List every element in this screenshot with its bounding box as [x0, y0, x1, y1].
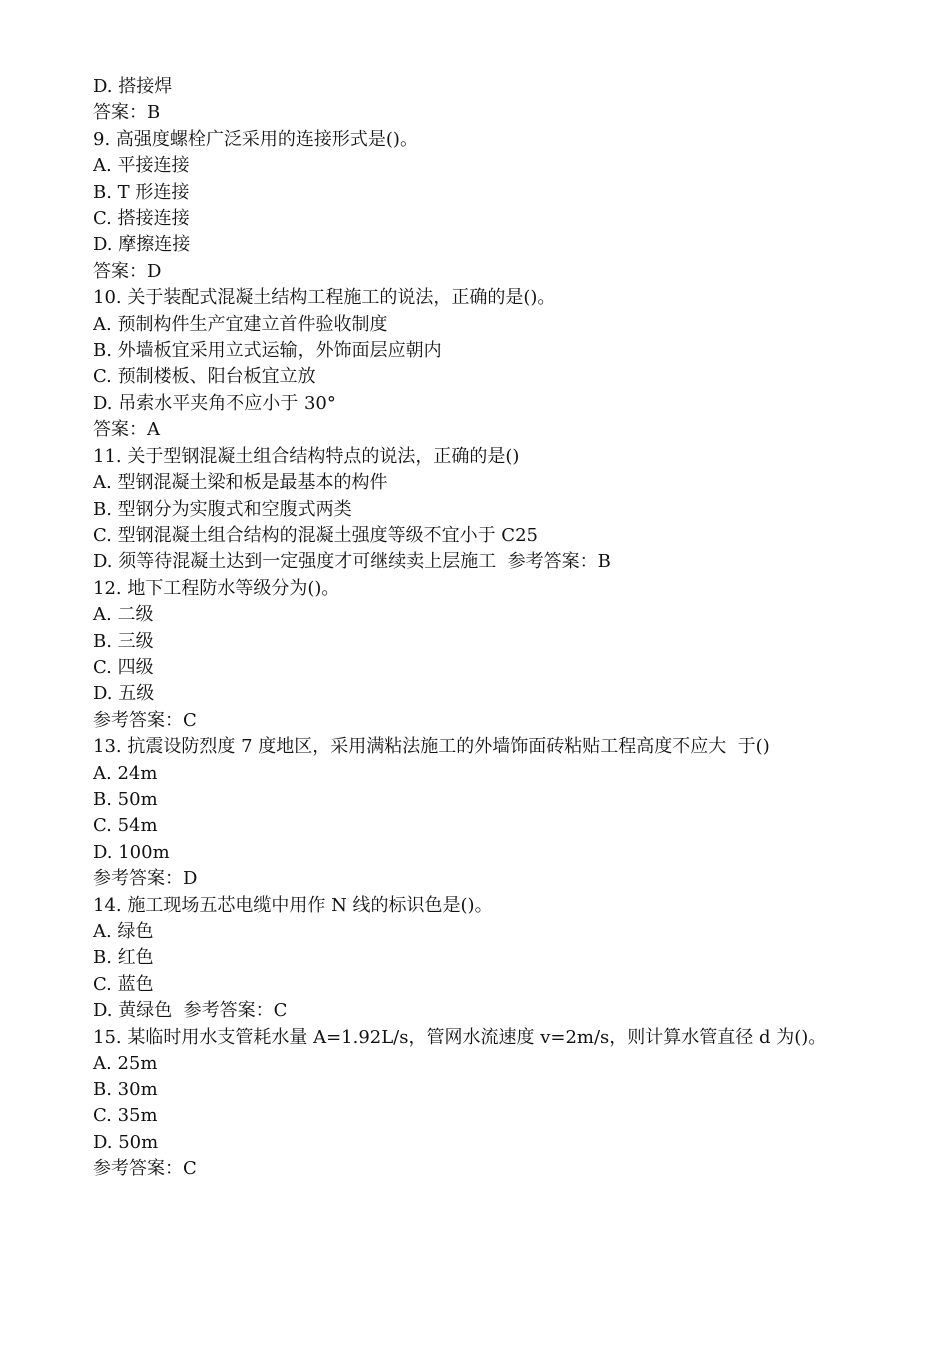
question-15: 15. 某临时用水支管耗水量 A=1.92L/s，管网水流速度 v=2m/s，则计算水管直径 d 为()。: [93, 1026, 827, 1048]
question-14: 14. 施工现场五芯电缆中用作 N 线的标识色是()。: [93, 894, 493, 916]
option-line: D. 搭接焊: [93, 76, 173, 97]
option-line: D. 须等待混凝土达到一定强度才可继续卖上层施工 参考答案：B: [93, 551, 611, 573]
option-line: B. 型钢分为实腹式和空腹式两类: [93, 498, 352, 520]
option-line: B. 外墙板宜采用立式运输，外饰面层应朝内: [93, 340, 442, 362]
option-line: B. 红色: [93, 947, 154, 969]
option-line: D. 摩擦连接: [93, 234, 191, 256]
option-line: D. 100m: [93, 841, 170, 863]
answer-line: 参考答案：D: [93, 868, 198, 890]
option-line: B. 50m: [93, 788, 158, 810]
option-line: A. 25m: [93, 1052, 158, 1074]
option-line: B. T 形连接: [93, 181, 190, 203]
document-page: [93, 74, 873, 1183]
option-line: D. 50m: [93, 1131, 159, 1153]
option-line: A. 型钢混凝土梁和板是最基本的构件: [93, 472, 388, 494]
option-line: B. 30m: [93, 1079, 158, 1101]
option-line: C. 35m: [93, 1105, 158, 1127]
option-line: A. 平接连接: [93, 155, 190, 177]
option-line: D. 黄绿色 参考答案：C: [93, 1000, 288, 1022]
option-line: C. 54m: [93, 815, 158, 837]
answer-line: 答案：B: [93, 102, 161, 124]
option-line: A. 预制构件生产宜建立首件验收制度: [93, 313, 388, 335]
question-13: 13. 抗震设防烈度 7 度地区，采用满粘法施工的外墙饰面砖粘贴工程高度不应大 于(): [93, 736, 770, 758]
option-line: D. 吊索水平夹角不应小于 30°: [93, 392, 336, 414]
option-line: C. 四级: [93, 656, 154, 678]
question-10: 10. 关于装配式混凝土结构工程施工的说法，正确的是()。: [93, 287, 556, 309]
answer-line: 参考答案：C: [93, 1158, 197, 1180]
answer-line: 参考答案：C: [93, 709, 197, 731]
option-line: D. 五级: [93, 683, 155, 705]
question-11: 11. 关于型钢混凝土组合结构特点的说法，正确的是(): [93, 445, 520, 467]
option-line: C. 预制楼板、阳台板宜立放: [93, 366, 316, 388]
option-line: C. 蓝色: [93, 973, 154, 995]
answer-line: 答案：D: [93, 260, 162, 282]
option-line: A. 绿色: [93, 921, 154, 942]
answer-line: 答案：A: [93, 419, 160, 441]
option-line: C. 搭接连接: [93, 208, 190, 230]
question-12: 12. 地下工程防水等级分为()。: [93, 577, 340, 599]
option-line: A. 二级: [93, 604, 154, 626]
question-9: 9. 高强度螺栓广泛采用的连接形式是()。: [93, 128, 418, 150]
option-line: C. 型钢混凝土组合结构的混凝土强度等级不宜小于 C25: [93, 524, 538, 546]
option-line: B. 三级: [93, 630, 154, 652]
option-line: A. 24m: [93, 762, 158, 784]
